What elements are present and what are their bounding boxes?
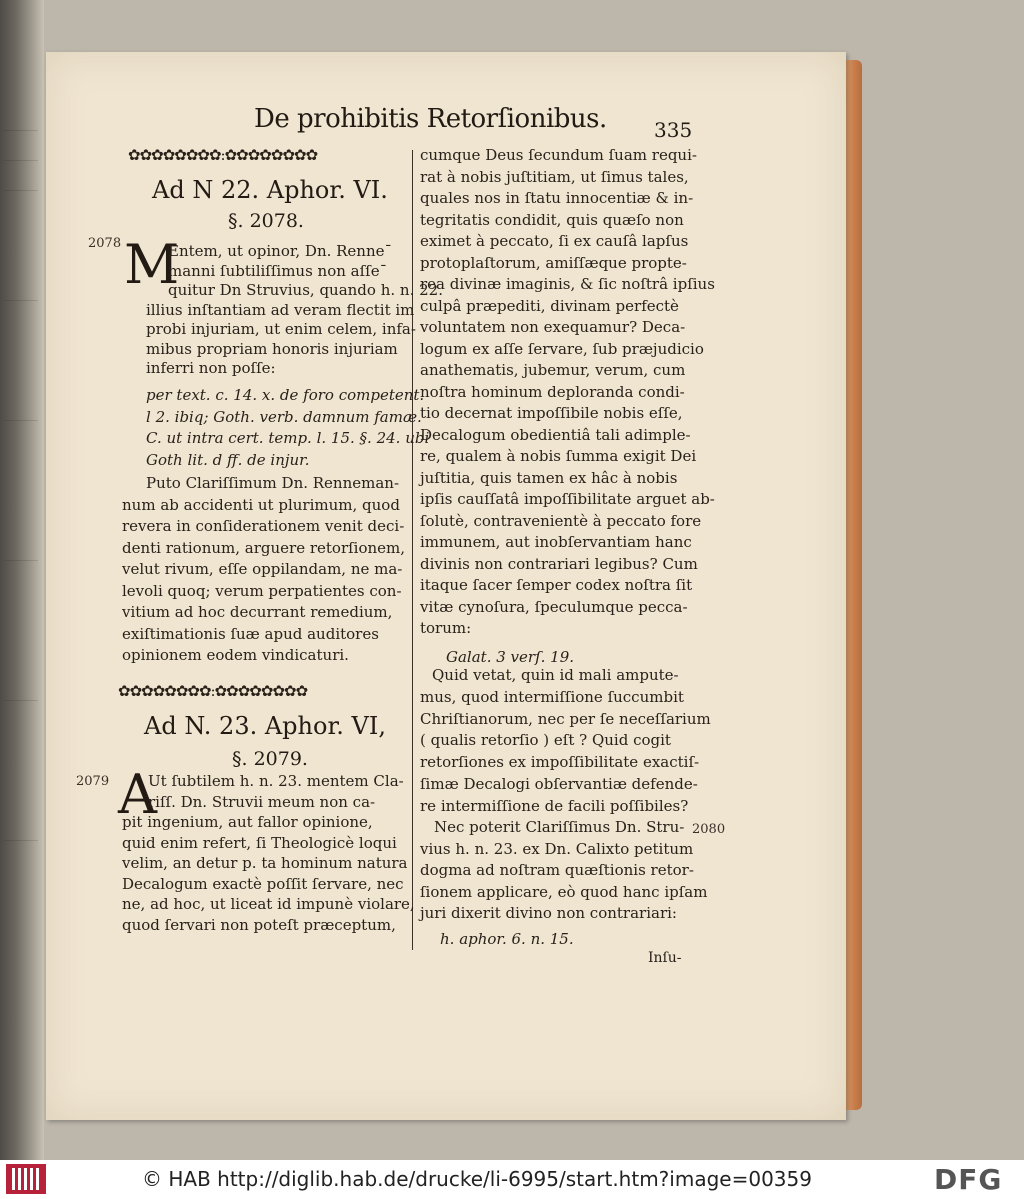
book-spine-edge <box>0 0 44 1160</box>
text-line: ipſis cauſſatâ impoſſibilitate arguet ab- <box>420 490 715 508</box>
text-line: C. ut intra cert. temp. l. 15. §. 24. ubi <box>146 429 430 447</box>
text-line: Decalogum obedientiâ tali adimple- <box>420 425 691 444</box>
text-line: num ab accidenti ut plurimum, quod <box>122 495 400 514</box>
text-line: mus, quod intermiſſione ſuccumbit <box>420 687 684 706</box>
text-line: juſtitia, quis tamen ex hâc à nobis <box>420 468 678 487</box>
text-line: re intermiſſione de facili poſſibiles? <box>420 796 689 815</box>
text-line: ſimæ Decalogi obſervantiæ defende- <box>420 775 698 793</box>
footer-bar <box>0 1160 1024 1199</box>
dfg-logo: DFG <box>934 1163 1003 1196</box>
text-line: quod ſervari non poteſt præceptum, <box>122 915 396 934</box>
margin-number-2078: 2078 <box>88 236 122 251</box>
reference-aphor: h. aphor. 6. n. 15. <box>440 930 574 948</box>
margin-number-2080: 2080 <box>692 822 726 837</box>
section-2079: §. 2079. <box>232 748 308 770</box>
hab-logo-icon <box>6 1164 46 1194</box>
margin-number-2079: 2079 <box>76 774 110 789</box>
dropcap-a: A <box>118 763 157 826</box>
text-line: ſionem applicare, eò quod hanc ipſam <box>420 882 708 901</box>
text-line: logum ex aſſe ſervare, ſub præjudicio <box>420 339 704 358</box>
text-line: denti rationum, arguere retorſionem, <box>122 538 406 557</box>
text-line: ſolutè, contravenientè à peccato fore <box>420 511 702 530</box>
text-line: ( qualis retorſio ) eſt ? Quid cogit <box>420 731 671 750</box>
text-line: dogma ad noſtram quæſtionis retor- <box>420 861 694 879</box>
text-line: ne, ad hoc, ut liceat id impunè violare, <box>122 895 415 913</box>
text-line: torum: <box>420 619 472 637</box>
heading-ad-n22: Ad N 22. Aphor. VI. <box>152 176 388 204</box>
ornament-band-mid: ✿✿✿✿✿✿✿✿:✿✿✿✿✿✿✿✿ <box>118 682 308 700</box>
reference-galat: Galat. 3 verſ. 19. <box>446 648 575 666</box>
text-line: Chriſtianorum, nec per ſe neceſſarium <box>420 709 711 728</box>
text-line: opinionem eodem vindicaturi. <box>122 646 349 664</box>
text-line: Quid vetat, quin id mali ampute- <box>432 666 679 684</box>
text-line: inferri non poſſe: <box>146 359 276 377</box>
text-line: divinis non contrariari legibus? Cum <box>420 554 698 573</box>
text-line: revera in conſiderationem venit deci- <box>122 517 405 535</box>
text-line: Decalogum exactè poſſit ſervare, nec <box>122 874 404 893</box>
text-line: retorſiones ex impoſſibilitate exactiſ- <box>420 753 700 772</box>
text-line: tio decernat impoſſibile nobis eſſe, <box>420 404 683 422</box>
text-line: re, qualem à nobis ſumma exigit Dei <box>420 447 697 465</box>
text-line: tegritatis condidit, quis quæſo non <box>420 210 684 229</box>
text-line: eximet à peccato, ſi ex cauſâ lapſus <box>420 232 689 250</box>
text-line: vius h. n. 23. ex Dn. Calixto petitum <box>420 839 694 858</box>
page-number: 335 <box>654 118 693 142</box>
text-line: protoplaſtorum, amiſſæque propte- <box>420 253 687 272</box>
text-line: immunem, aut inobſervantiam hanc <box>420 533 692 551</box>
text-line: Puto Clariſſimum Dn. Renneman- <box>146 474 400 492</box>
text-line: culpâ præpediti, divinam perfectè <box>420 296 679 315</box>
dropcap-m: M <box>124 233 180 296</box>
text-line: rea divinæ imaginis, & ſic noſtrâ ipſius <box>420 275 715 293</box>
text-line: rat à nobis juſtitiam, ut ſimus tales, <box>420 167 689 186</box>
text-line: quales nos in ſtatu innocentiæ & in- <box>420 189 694 207</box>
text-line: quitur Dn Struvius, quando h. n. 22. <box>168 281 443 299</box>
text-line: Nec poterit Clariſſimus Dn. Stru- <box>434 818 685 836</box>
text-line: juri dixerit divino non contrariari: <box>420 904 677 922</box>
text-line: vitium ad hoc decurrant remedium, <box>122 603 393 621</box>
text-line: illius inſtantiam ad veram flectit im <box>146 300 415 319</box>
text-line: cumque Deus ſecundum ſuam requi- <box>420 146 697 164</box>
text-line: velim, an detur p. ta hominum natura <box>122 854 408 872</box>
catchword: Inſu- <box>648 950 682 966</box>
text-line: anathematis, jubemur, verum, cum <box>420 361 686 379</box>
running-title: De prohibitis Retorſionibus. <box>254 104 607 134</box>
text-line: probi injuriam, ut enim celem, infa- <box>146 320 416 338</box>
text-line: Goth lit. d ff. de injur. <box>146 450 310 469</box>
text-line: pit ingenium, aut fallor opinione, <box>122 813 373 831</box>
text-line: vitæ cynoſura, ſpeculumque pecca- <box>420 597 688 616</box>
text-line: itaque ſacer ſemper codex noſtra ſit <box>420 576 693 594</box>
text-line: mibus propriam honoris injuriam <box>146 339 398 358</box>
text-line: noſtra hominum deploranda condi- <box>420 382 685 401</box>
text-line: per text. c. 14. x. de foro competent. <box>146 386 425 404</box>
text-line: levoli quoq; verum perpatientes con- <box>122 581 402 600</box>
text-line: voluntatem non exequamur? Deca- <box>420 318 686 336</box>
text-line: velut rivum, eſſe oppilandam, ne ma- <box>122 560 403 578</box>
section-2078: §. 2078. <box>228 210 304 232</box>
text-line: riſſ. Dn. Struvii meum non ca- <box>148 792 376 811</box>
footer-credit-link[interactable]: © HAB http://diglib.hab.de/drucke/li-6995/start.htm?image=00359 <box>142 1167 812 1191</box>
text-line: Entem, ut opinor, Dn. Renne¯ <box>168 242 393 260</box>
text-line: l 2. ibiq; Goth. verb. damnum famæ. <box>146 407 422 426</box>
heading-ad-n23: Ad N. 23. Aphor. VI, <box>144 712 386 740</box>
column-rule <box>412 150 413 950</box>
text-line: Ut ſubtilem h. n. 23. mentem Cla- <box>148 772 404 790</box>
text-line: exiſtimationis ſuæ apud auditores <box>122 624 379 643</box>
ornament-band-top: ✿✿✿✿✿✿✿✿:✿✿✿✿✿✿✿✿ <box>128 146 318 164</box>
text-line: manni ſubtiliſſimus non aſſe¯ <box>168 261 388 280</box>
text-line: quid enim refert, ſi Theologicè loqui <box>122 833 397 852</box>
